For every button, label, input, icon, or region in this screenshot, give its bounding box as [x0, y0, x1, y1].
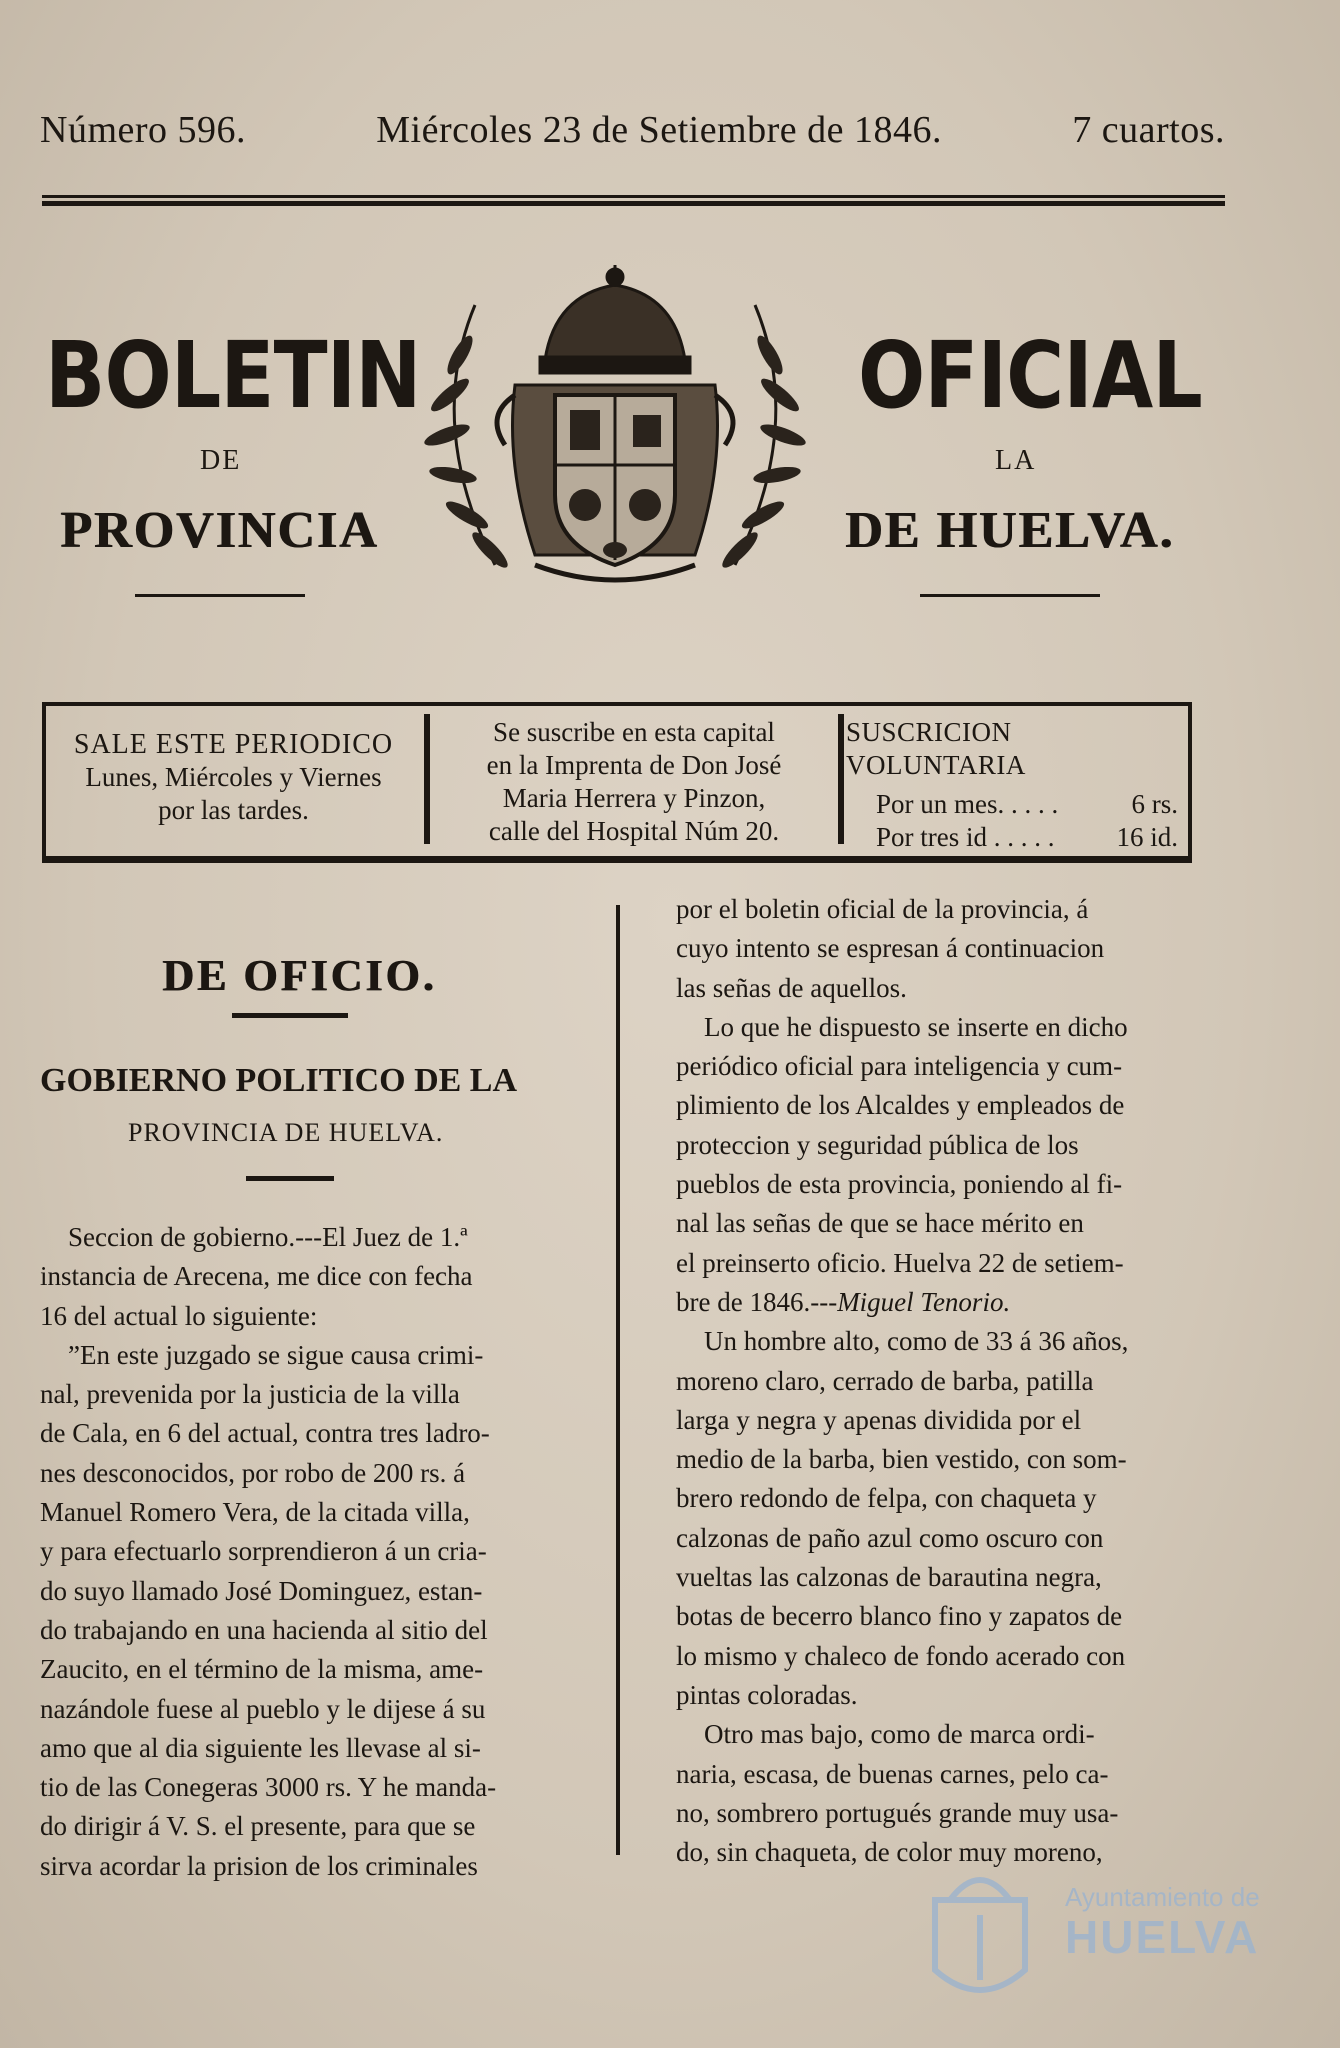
text-line: no, sombrero portugués grande muy usa- [676, 1797, 1119, 1828]
text-line: y para efectuarlo sorprendieron á un cria- [40, 1536, 487, 1567]
text-line: lo mismo y chaleco de fondo acerado con [676, 1640, 1126, 1671]
text-line: Manuel Romero Vera, de la citada villa, [40, 1497, 470, 1528]
text-line: nazándole fuese al pueblo y le dijese á su [40, 1693, 486, 1724]
issue-date: Miércoles 23 de Setiembre de 1846. [376, 109, 943, 151]
issue-number: Número 596. [40, 109, 247, 151]
city-seal-icon [920, 1860, 1040, 2010]
box-divider-left [424, 714, 430, 844]
text-line: Zaucito, en el término de la misma, ame- [40, 1654, 484, 1685]
text-line: nes desconocidos, por robo de 200 rs. á [40, 1457, 466, 1488]
text-line: pueblos de esta provincia, poniendo al fi- [676, 1169, 1123, 1200]
text-line: brero redondo de felpa, con chaqueta y [676, 1483, 1097, 1514]
text-line: el preinserto oficio. Huelva 22 de setiem- [676, 1247, 1124, 1278]
text-line: do trabajando en una hacienda al sitio del [40, 1614, 488, 1645]
right-column-body [676, 890, 1192, 1872]
location-line-2: en la Imprenta de Don José [486, 750, 782, 780]
text-line: amo que al dia siguiente les llevase al si- [40, 1732, 481, 1763]
text-line: 16 del actual lo siguiente: [40, 1300, 318, 1331]
schedule-days: Lunes, Miércoles y Viernes [85, 762, 382, 792]
box-bottom-rule [42, 858, 1192, 863]
location-line-3: Maria Herrera y Pinzon, [502, 783, 766, 813]
title-provincia: PROVINCIA [60, 502, 379, 559]
text-line: tio de las Conegeras 3000 rs. Y he manda- [40, 1772, 497, 1803]
voluntary-title: SUSCRICION VOLUNTARIA [846, 717, 1026, 780]
subscription-location [434, 716, 834, 848]
price-row-three-months: Por tres id . . . . . 16 id. [876, 822, 1178, 852]
price-row-month: Por un mes. . . . . 6 rs. [876, 789, 1178, 819]
text-line: plimiento de los Alcaldes y empleados de [676, 1090, 1125, 1121]
watermark-line-2: HUELVA [1065, 1911, 1260, 1963]
text-line: moreno claro, cerrado de barba, patilla [676, 1365, 1094, 1396]
subheading-provincia: PROVINCIA DE HUELVA. [128, 1118, 444, 1147]
text-line: por el boletin oficial de la provincia, á [676, 894, 1089, 924]
left-column-body [40, 1218, 558, 1886]
schedule-time: por las tardes. [158, 795, 309, 825]
section-ornament [232, 1013, 348, 1018]
text-line: Seccion de gobierno.---El Juez de 1.ª [68, 1222, 468, 1252]
text-line: nal las señas de que se hace mérito en [676, 1208, 1084, 1239]
text-line: cuyo intento se espresan á continuacion [676, 933, 1105, 964]
text-line: do, sin chaqueta, de color muy moreno, [676, 1837, 1103, 1868]
location-line-1: Se suscribe en esta capital [493, 717, 775, 747]
heading-gobierno: GOBIERNO POLITICO DE LA [40, 1062, 518, 1099]
publication-schedule [46, 728, 421, 827]
coat-of-arms-icon [405, 265, 825, 605]
text-line: calzonas de paño azul como oscuro con [676, 1522, 1104, 1553]
text-line: instancia de Arecena, me dice con fecha [40, 1261, 473, 1292]
subscription-info-box [42, 702, 1192, 860]
title-ornament-right [920, 594, 1100, 597]
text-line: larga y negra y apenas dividida por el [676, 1404, 1082, 1435]
masthead-line [40, 108, 1225, 152]
title-de: DE [200, 445, 242, 476]
text-line: las señas de aquellos. [676, 972, 907, 1003]
text-line: Lo que he dispuesto se inserte en dicho [704, 1011, 1128, 1042]
text-line: botas de becerro blanco fino y zapatos de [676, 1601, 1123, 1632]
text-line: medio de la barba, bien vestido, con som- [676, 1444, 1127, 1475]
title-de-huelva: DE HUELVA. [845, 502, 1175, 559]
text-line: ”En este juzgado se sigue causa crimi- [68, 1339, 484, 1370]
title-ornament-left [135, 594, 305, 597]
text-line: pintas coloradas. [676, 1679, 858, 1710]
text-line: periódico oficial para inteligencia y cum- [676, 1051, 1123, 1082]
text-line: proteccion y seguridad pública de los [676, 1129, 1079, 1160]
text-line: vueltas las calzonas de barautina negra, [676, 1562, 1102, 1593]
text-line: naria, escasa, de buenas carnes, pelo ca- [676, 1758, 1109, 1789]
subheading-ornament [246, 1176, 334, 1181]
top-rule-thick [42, 201, 1225, 206]
watermark-line-1: Ayuntamiento de [1065, 1882, 1260, 1912]
text-line: sirva acordar la prision de los criminales [40, 1850, 478, 1881]
text-line: Un hombre alto, como de 33 á 36 años, [704, 1326, 1129, 1357]
location-line-4: calle del Hospital Núm 20. [488, 816, 780, 846]
text-line: nal, prevenida por la justicia de la villa [40, 1379, 460, 1410]
title-la: LA [995, 445, 1037, 476]
title-oficial: OFICIAL [858, 322, 1202, 429]
top-rule [42, 195, 1225, 198]
section-de-oficio: DE OFICIO. [162, 951, 437, 1000]
signature: Miguel Tenorio. [837, 1286, 1011, 1317]
issue-price: 7 cuartos. [1072, 109, 1225, 151]
schedule-title: SALE ESTE PERIODICO [73, 729, 394, 760]
text-line: do suyo llamado José Dominguez, estan- [40, 1575, 483, 1606]
text-line: bre de 1846.---Miguel Tenorio. [676, 1286, 1011, 1317]
column-divider [616, 905, 620, 1855]
text-line: Otro mas bajo, como de marca ordi- [704, 1719, 1095, 1750]
text-line: de Cala, en 6 del actual, contra tres ladro- [40, 1418, 490, 1449]
box-divider-right [838, 714, 844, 844]
voluntary-subscription [846, 716, 1186, 854]
text-line: do dirigir á V. S. el presente, para que se [40, 1811, 476, 1842]
title-boletin: BOLETIN [45, 322, 421, 429]
